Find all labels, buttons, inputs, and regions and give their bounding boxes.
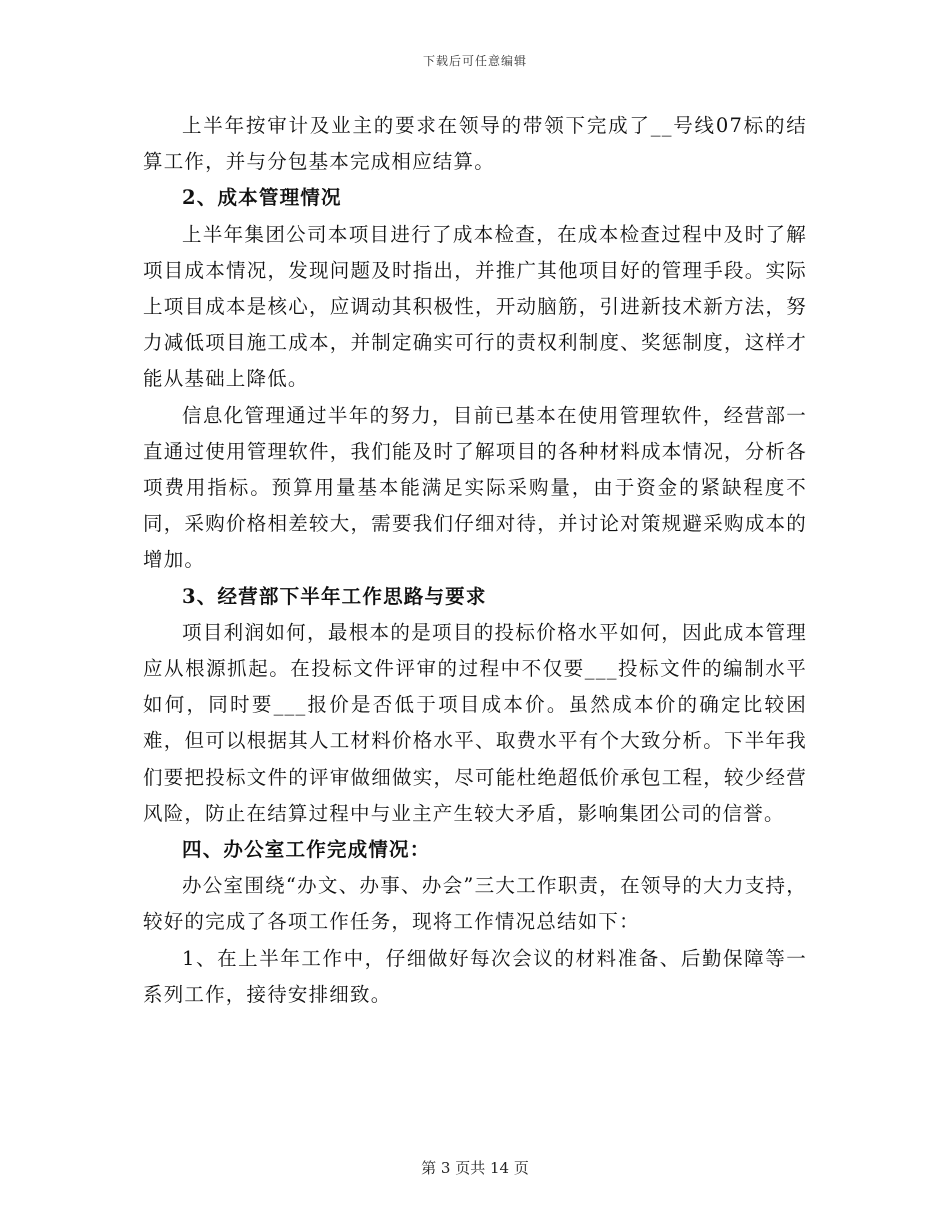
document-body xyxy=(143,108,807,1013)
page-number: 第 3 页共 14 页 xyxy=(421,1159,529,1177)
paragraph-settlement: 上半年按审计及业主的要求在领导的带领下完成了__号线07标的结算工作，并与分包基本完成相应结算。 xyxy=(143,114,807,174)
paragraph-informatization: 信息化管理通过半年的努力，目前已基本在使用管理软件，经营部一直通过使用管理软件，我们能及时了解项目的各种材料成本情况，分析各项费用指标。预算用量基本能满足实际采购量，由于资金的紧缺程度不同，采购价格相差较大，需要我们仔细对待，并讨论对策规避采购成本的增加。 xyxy=(143,403,807,572)
paragraph-office-summary: 办公室围绕“办文、办事、办会”三大工作职责，在领导的大力支持，较好的完成了各项工作任务，现将工作情况总结如下： xyxy=(143,874,807,934)
paragraph-cost-check: 上半年集团公司本项目进行了成本检查，在成本检查过程中及时了解项目成本情况，发现问题及时指出，并推广其他项目好的管理手段。实际上项目成本是核心，应调动其积极性，开动脑筋，引进新技术新方法，努力减低项目施工成本，并制定确实可行的责权利制度、奖惩制度，这样才能从基础上降低。 xyxy=(143,222,807,391)
paragraph-bid-review: 项目利润如何，最根本的是项目的投标价格水平如何，因此成本管理应从根源抓起。在投标文件评审的过程中不仅要___投标文件的编制水平如何，同时要___报价是否低于项目成本价。虽然成本价的确定比较困难，但可以根据其人工材料价格水平、取费水平有个大致分析。下半年我们要把投标文件的评审做细做实，尽可能杜绝超低价承包工程，较少经营风险，防止在结算过程中与业主产生较大矛盾，影响集团公司的信誉。 xyxy=(143,620,807,825)
paragraph-meeting-prep: 1、在上半年工作中，仔细做好每次会议的材料准备、后勤保障等一系列工作，接待安排细致。 xyxy=(143,946,807,1006)
page-header: 下载后可任意编辑 xyxy=(422,54,527,68)
section-heading-cost-management: 2、成本管理情况 xyxy=(182,186,342,210)
section-heading-office-work: 四、办公室工作完成情况： xyxy=(182,838,431,862)
section-heading-second-half-plan: 3、经营部下半年工作思路与要求 xyxy=(182,584,487,608)
